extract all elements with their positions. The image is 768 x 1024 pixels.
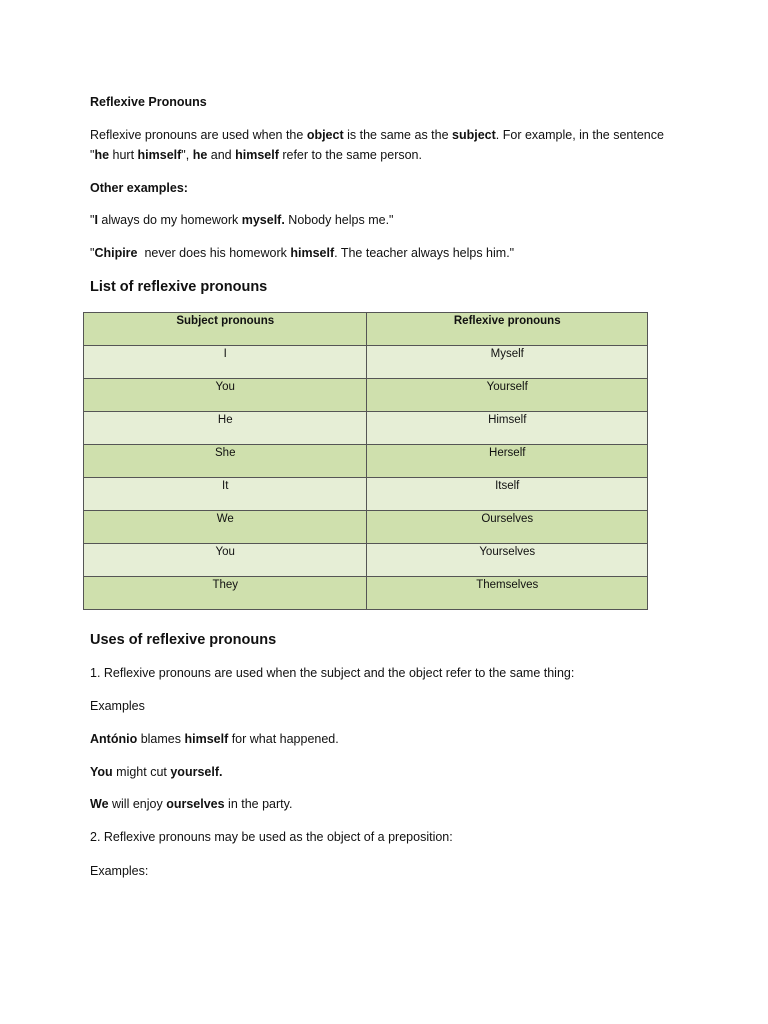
example-sentence-2: "Chipire never does his homework himself. The teacher always helps him." [90, 246, 515, 260]
document-title: Reflexive Pronouns [90, 95, 207, 109]
reflexive-cell: Ourselves [367, 511, 648, 544]
table-row [84, 511, 648, 544]
uses-point-1: 1. Reflexive pronouns are used when the subject and the object refer to the same thing: [90, 666, 575, 680]
usage-example-3: We will enjoy ourselves in the party. [90, 797, 293, 811]
reflexive-cell: Itself [367, 478, 648, 511]
table-row [84, 412, 648, 445]
intro-paragraph-line-2: "he hurt himself", he and himself refer to the same person. [90, 148, 422, 162]
subject-cell: He [84, 412, 367, 445]
subject-cell: They [84, 577, 367, 610]
column-header-subject: Subject pronouns [84, 313, 367, 346]
list-heading: List of reflexive pronouns [90, 279, 268, 295]
column-header-reflexive: Reflexive pronouns [367, 313, 648, 346]
examples-label: Examples [90, 699, 145, 713]
table-row [84, 346, 648, 379]
table-header-row [84, 313, 648, 346]
intro-paragraph-line-1: Reflexive pronouns are used when the object is the same as the subject. For example, in the sentence [90, 128, 664, 142]
subject-cell: It [84, 478, 367, 511]
example-sentence-1: "I always do my homework myself. Nobody helps me." [90, 213, 394, 227]
reflexive-cell: Myself [367, 346, 648, 379]
subject-cell: We [84, 511, 367, 544]
other-examples-label: Other examples: [90, 181, 188, 195]
reflexive-cell: Themselves [367, 577, 648, 610]
reflexive-cell: Yourselves [367, 544, 648, 577]
subject-cell: She [84, 445, 367, 478]
uses-point-2: 2. Reflexive pronouns may be used as the object of a preposition: [90, 830, 453, 844]
usage-example-2: You might cut yourself. [90, 765, 223, 779]
table-row [84, 577, 648, 610]
uses-heading: Uses of reflexive pronouns [90, 632, 277, 648]
subject-cell: You [84, 544, 367, 577]
reflexive-cell: Yourself [367, 379, 648, 412]
subject-cell: I [84, 346, 367, 379]
table-row [84, 379, 648, 412]
examples-label-2: Examples: [90, 864, 149, 878]
reflexive-cell: Himself [367, 412, 648, 445]
table-row [84, 478, 648, 511]
subject-cell: You [84, 379, 367, 412]
reflexive-cell: Herself [367, 445, 648, 478]
table-row [84, 544, 648, 577]
table-row [84, 445, 648, 478]
reflexive-pronouns-table [83, 312, 648, 610]
usage-example-1: António blames himself for what happened. [90, 732, 339, 746]
